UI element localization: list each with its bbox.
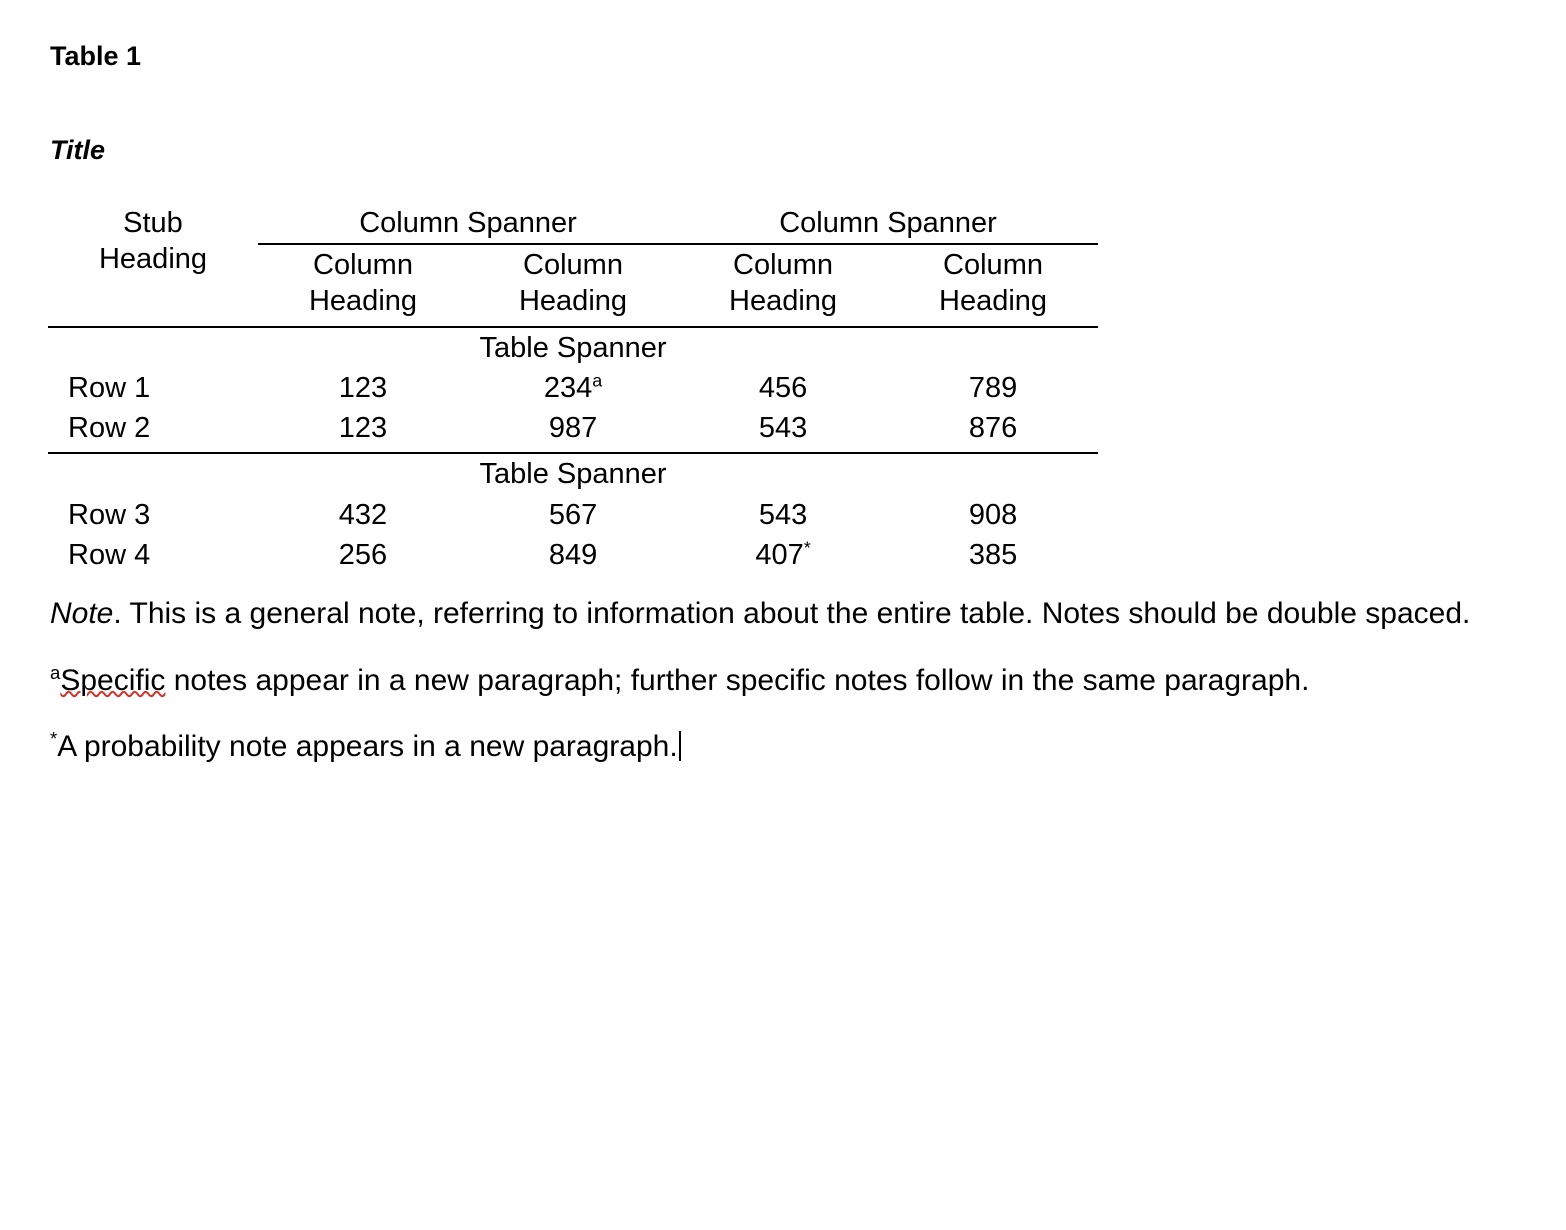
- table-cell: 385: [968, 538, 1018, 571]
- specific-note-text: notes appear in a new paragraph; further specific notes follow in the same paragraph.: [165, 663, 1310, 697]
- stub-heading: [48, 203, 258, 322]
- row-label: Row 1: [68, 371, 151, 404]
- table-cell: 543: [758, 412, 808, 445]
- spanner-row: [48, 203, 1098, 244]
- column-heading-4-line-2: Heading: [939, 285, 1048, 318]
- table-number: Table 1: [50, 41, 142, 71]
- table-cell: 256: [338, 538, 388, 571]
- table-cell: 987: [548, 412, 598, 445]
- table-cell: 456: [758, 371, 808, 404]
- row-label: Row 4: [68, 538, 151, 571]
- stub-heading-line-1: Stub: [123, 206, 183, 239]
- column-heading-4: [888, 244, 1098, 322]
- table-cell: 789: [968, 371, 1018, 404]
- table-cell: [678, 535, 888, 575]
- column-heading-3-line-2: Heading: [729, 285, 838, 318]
- cell-superscript: a: [592, 370, 603, 391]
- table-title: Title: [50, 135, 106, 166]
- column-heading-3-line-1: Column: [733, 249, 833, 282]
- table-spanner-label-1: Table Spanner: [479, 331, 667, 364]
- table-cell: 123: [338, 412, 388, 445]
- table-row: [48, 495, 1098, 535]
- table-cell: 123: [338, 371, 388, 404]
- table-cell: 849: [548, 538, 598, 571]
- table-cell: 876: [968, 412, 1018, 445]
- table-row: [48, 408, 1098, 448]
- stub-heading-line-2: Heading: [98, 243, 208, 276]
- general-note: [50, 585, 1518, 644]
- column-heading-3: [678, 244, 888, 322]
- table-cell-value: 407: [755, 538, 804, 571]
- column-spanner-2: Column Spanner: [678, 203, 1098, 244]
- apa-table: [48, 203, 1098, 575]
- table-cell: 543: [758, 498, 808, 531]
- column-heading-1-line-1: Column: [313, 249, 413, 282]
- table-row: [48, 535, 1098, 575]
- cell-superscript: *: [803, 537, 811, 558]
- column-spanner-1: Column Spanner: [258, 203, 678, 244]
- column-heading-1-line-2: Heading: [308, 285, 418, 318]
- text-cursor: [679, 731, 681, 761]
- specific-note: [50, 652, 1518, 711]
- probability-note-marker: *: [50, 728, 58, 750]
- table-row: [48, 368, 1098, 408]
- column-heading-2-line-1: Column: [523, 249, 623, 282]
- probability-note: [50, 718, 1518, 777]
- table-cell: [468, 368, 678, 408]
- table-spanner-row-1: [48, 327, 1098, 368]
- general-note-text: . This is a general note, referring to information about the entire table. Notes should be double spaced.: [113, 597, 1471, 631]
- column-heading-2-line-2: Heading: [518, 285, 628, 318]
- row-label: Row 2: [68, 412, 151, 445]
- column-heading-4-line-1: Column: [943, 249, 1043, 282]
- column-heading-2: [468, 244, 678, 322]
- table-spanner-label-2: Table Spanner: [479, 458, 667, 491]
- table-cell: 432: [338, 498, 388, 531]
- table-cell-value: 234: [543, 371, 593, 404]
- table-cell: 908: [968, 498, 1018, 531]
- column-heading-1: [258, 244, 468, 322]
- general-note-label: Note: [50, 597, 114, 631]
- probability-note-text: A probability note appears in a new paragraph.: [57, 730, 678, 764]
- specific-note-marker: a: [50, 661, 61, 683]
- table-notes: [48, 585, 1518, 777]
- table-cell: 567: [548, 498, 598, 531]
- table-spanner-row-2: [48, 453, 1098, 494]
- spellcheck-underlined-word: Specific: [60, 663, 166, 697]
- row-label: Row 3: [68, 498, 151, 531]
